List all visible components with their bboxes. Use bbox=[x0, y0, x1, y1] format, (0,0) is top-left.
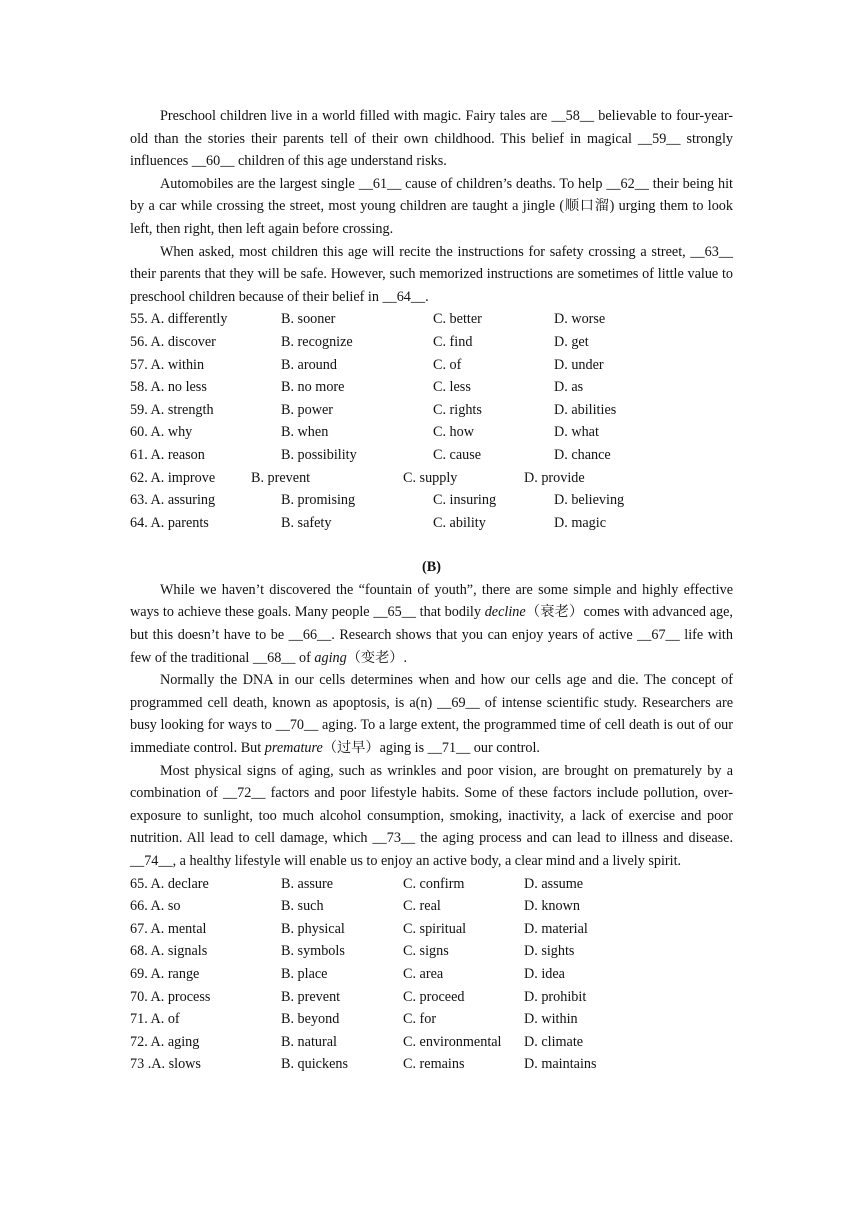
text: （过早）aging is bbox=[322, 740, 428, 757]
option-row-62 bbox=[130, 467, 733, 490]
text: （衰老）comes with advanced age, but this doesn’t have to be bbox=[130, 604, 733, 644]
text: of intense scientific study. Researchers are busy looking for ways to bbox=[130, 694, 733, 734]
option-c: C. proceed bbox=[403, 988, 465, 1005]
option-c: C. find bbox=[433, 333, 473, 350]
option-row-55 bbox=[130, 308, 733, 331]
option-row-68 bbox=[130, 940, 733, 963]
passage-a-paragraph-1: Preschool children live in a world filled with magic. Fairy tales are __58__ believable to four-year-old than the stories their parents tell of their own childhood. This belief in magical __59__ strongly influences __60__ children of this age understand risks. bbox=[130, 108, 733, 170]
option-a: 55. A. differently bbox=[130, 311, 228, 328]
option-row-58 bbox=[130, 376, 733, 399]
option-c: C. confirm bbox=[403, 875, 465, 892]
option-row-56 bbox=[130, 331, 733, 354]
option-c: C. less bbox=[433, 379, 471, 396]
option-a: 61. A. reason bbox=[130, 446, 205, 463]
option-row-61 bbox=[130, 444, 733, 467]
option-b: B. assure bbox=[281, 875, 334, 892]
option-b: B. quickens bbox=[281, 1056, 348, 1073]
option-a: 60. A. why bbox=[130, 424, 193, 441]
blank-72: __72__ bbox=[222, 785, 266, 802]
option-b: B. physical bbox=[281, 920, 345, 937]
option-row-72 bbox=[130, 1031, 733, 1054]
option-row-66 bbox=[130, 895, 733, 918]
option-c: C. real bbox=[403, 898, 441, 915]
worksheet-page bbox=[130, 105, 733, 1076]
option-row-65 bbox=[130, 873, 733, 896]
option-b: B. power bbox=[281, 401, 334, 418]
italic-term: premature bbox=[264, 740, 323, 757]
text: that bodily bbox=[415, 604, 485, 621]
text: While we haven’t discovered the “fountain of youth”, there are some simple and highly effective ways to achieve these goals. Many people bbox=[130, 581, 733, 621]
option-a: 57. A. within bbox=[130, 356, 205, 373]
text: our control. bbox=[470, 740, 540, 757]
option-row-71 bbox=[130, 1008, 733, 1031]
blank-70: __70__ bbox=[275, 717, 319, 734]
option-a: 65. A. declare bbox=[130, 875, 209, 892]
option-a: 59. A. strength bbox=[130, 401, 214, 418]
option-a: 58. A. no less bbox=[130, 379, 207, 396]
option-c: C. spiritual bbox=[403, 920, 467, 937]
option-d: D. sights bbox=[524, 943, 575, 960]
option-row-69 bbox=[130, 963, 733, 986]
option-d: D. known bbox=[524, 898, 580, 915]
option-a: 64. A. parents bbox=[130, 514, 209, 531]
option-b: B. sooner bbox=[281, 311, 336, 328]
option-c: C. signs bbox=[403, 943, 449, 960]
option-c: C. of bbox=[433, 356, 462, 373]
option-b: B. such bbox=[281, 898, 324, 915]
option-a: 67. A. mental bbox=[130, 920, 207, 937]
text: factors and poor lifestyle habits. Some of these factors include pollution, over-exposure to sunlight, too much alcohol consumption, smoking, inactivity, a lack of exercise and poor nutrition. All lead to cell damage, which bbox=[130, 785, 733, 847]
text: Most physical signs of aging, such as wrinkles and poor vision, are brought on prematurely by a combination of bbox=[130, 762, 733, 802]
option-d: D. get bbox=[554, 333, 589, 350]
blank-74: __74__ bbox=[130, 853, 173, 869]
option-row-60 bbox=[130, 421, 733, 444]
blank-71: __71__ bbox=[427, 740, 471, 757]
option-c: C. cause bbox=[433, 446, 482, 463]
option-d: D. within bbox=[524, 1011, 578, 1028]
option-c: C. environmental bbox=[403, 1033, 502, 1050]
option-b: B. natural bbox=[281, 1033, 337, 1050]
option-d: D. under bbox=[554, 356, 604, 373]
option-b: B. beyond bbox=[281, 1011, 340, 1028]
option-b: B. safety bbox=[281, 514, 332, 531]
option-a: 63. A. assuring bbox=[130, 492, 216, 509]
text: aging. To a large extent, the programmed time of cell death is out of our immediate control. But bbox=[130, 717, 733, 757]
option-row-67 bbox=[130, 918, 733, 941]
option-b: B. prevent bbox=[251, 469, 311, 486]
options-a-list bbox=[130, 308, 733, 534]
section-b-title: (B) bbox=[422, 559, 441, 576]
option-c: C. ability bbox=[433, 514, 486, 531]
option-a: 68. A. signals bbox=[130, 943, 208, 960]
option-c: C. for bbox=[403, 1011, 437, 1028]
option-a: 69. A. range bbox=[130, 965, 200, 982]
passage-a-paragraph-2: Automobiles are the largest single __61__ cause of children’s deaths. To help __62__ their being hit by a car while crossing the street, most young children are taught a jingle (顺口溜) urging them to look left, then right, then left again before crossing. bbox=[130, 175, 733, 237]
option-b: B. possibility bbox=[281, 446, 357, 463]
option-b: B. no more bbox=[281, 379, 345, 396]
option-b: B. prevent bbox=[281, 988, 341, 1005]
option-d: D. chance bbox=[554, 446, 611, 463]
option-row-63 bbox=[130, 489, 733, 512]
blank-66: __66__ bbox=[288, 627, 332, 644]
option-a: 73 .A. slows bbox=[130, 1056, 201, 1073]
text: the aging process and can lead to illness and disease. bbox=[415, 830, 733, 847]
text: Normally the DNA in our cells determines when and how our cells age and die. The concept of programmed cell death, known as apoptosis, is a(n) bbox=[130, 672, 733, 711]
option-c: C. insuring bbox=[433, 492, 497, 509]
option-d: D. material bbox=[524, 920, 588, 937]
blank-67: __67__ bbox=[637, 627, 680, 644]
blank-68: __68__ bbox=[252, 649, 296, 666]
option-d: D. idea bbox=[524, 965, 565, 982]
option-c: C. area bbox=[403, 965, 444, 982]
option-c: C. better bbox=[433, 311, 482, 328]
option-a: 62. A. improve bbox=[130, 469, 216, 486]
option-d: D. what bbox=[554, 424, 599, 441]
option-b: B. when bbox=[281, 424, 329, 441]
option-d: D. believing bbox=[554, 492, 625, 509]
option-b: B. recognize bbox=[281, 333, 353, 350]
option-d: D. as bbox=[554, 379, 584, 396]
option-b: B. promising bbox=[281, 492, 356, 509]
option-row-59 bbox=[130, 399, 733, 422]
option-d: D. provide bbox=[524, 469, 585, 486]
text: （变老）. bbox=[346, 649, 408, 666]
option-d: D. abilities bbox=[554, 401, 617, 418]
text: of bbox=[295, 649, 315, 666]
option-a: 71. A. of bbox=[130, 1011, 180, 1028]
options-b-list bbox=[130, 873, 733, 1076]
option-b: B. place bbox=[281, 965, 328, 982]
italic-term: decline bbox=[484, 604, 526, 621]
option-c: C. supply bbox=[403, 469, 458, 486]
option-b: B. around bbox=[281, 356, 337, 373]
option-d: D. magic bbox=[554, 514, 607, 531]
blank-65: __65__ bbox=[373, 604, 416, 621]
passage-a-paragraph-3: When asked, most children this age will recite the instructions for safety crossing a street, __63__ their parents that they will be safe. However, such memorized instructions are sometimes of little value to preschool children because of their belief in __64__. bbox=[130, 243, 733, 305]
option-c: C. rights bbox=[433, 401, 482, 418]
option-row-64 bbox=[130, 512, 733, 535]
blank-69: __69__ bbox=[437, 694, 480, 711]
option-a: 66. A. so bbox=[130, 898, 181, 915]
option-row-57 bbox=[130, 354, 733, 377]
text: , a healthy lifestyle will enable us to enjoy an active body, a clear mind and a lively spirit. bbox=[172, 853, 682, 869]
passage-b-paragraph-2 bbox=[130, 669, 733, 759]
passage-b-paragraph-1 bbox=[130, 579, 733, 669]
blank-73: __73__ bbox=[372, 830, 416, 847]
option-b: B. symbols bbox=[281, 943, 345, 960]
text: life with few of the traditional bbox=[130, 627, 733, 666]
option-d: D. maintains bbox=[524, 1056, 597, 1073]
option-a: 70. A. process bbox=[130, 988, 211, 1005]
option-row-70 bbox=[130, 986, 733, 1009]
option-d: D. climate bbox=[524, 1033, 584, 1050]
option-a: 72. A. aging bbox=[130, 1033, 200, 1050]
option-c: C. how bbox=[433, 424, 474, 441]
option-row-73 bbox=[130, 1053, 733, 1076]
passage-b-paragraph-3 bbox=[130, 760, 733, 873]
option-c: C. remains bbox=[403, 1056, 465, 1073]
option-d: D. prohibit bbox=[524, 988, 587, 1005]
option-d: D. worse bbox=[554, 311, 606, 328]
text: . Research shows that you can enjoy years of active bbox=[331, 627, 638, 644]
option-d: D. assume bbox=[524, 875, 584, 892]
italic-term: aging bbox=[314, 649, 347, 666]
option-a: 56. A. discover bbox=[130, 333, 216, 350]
